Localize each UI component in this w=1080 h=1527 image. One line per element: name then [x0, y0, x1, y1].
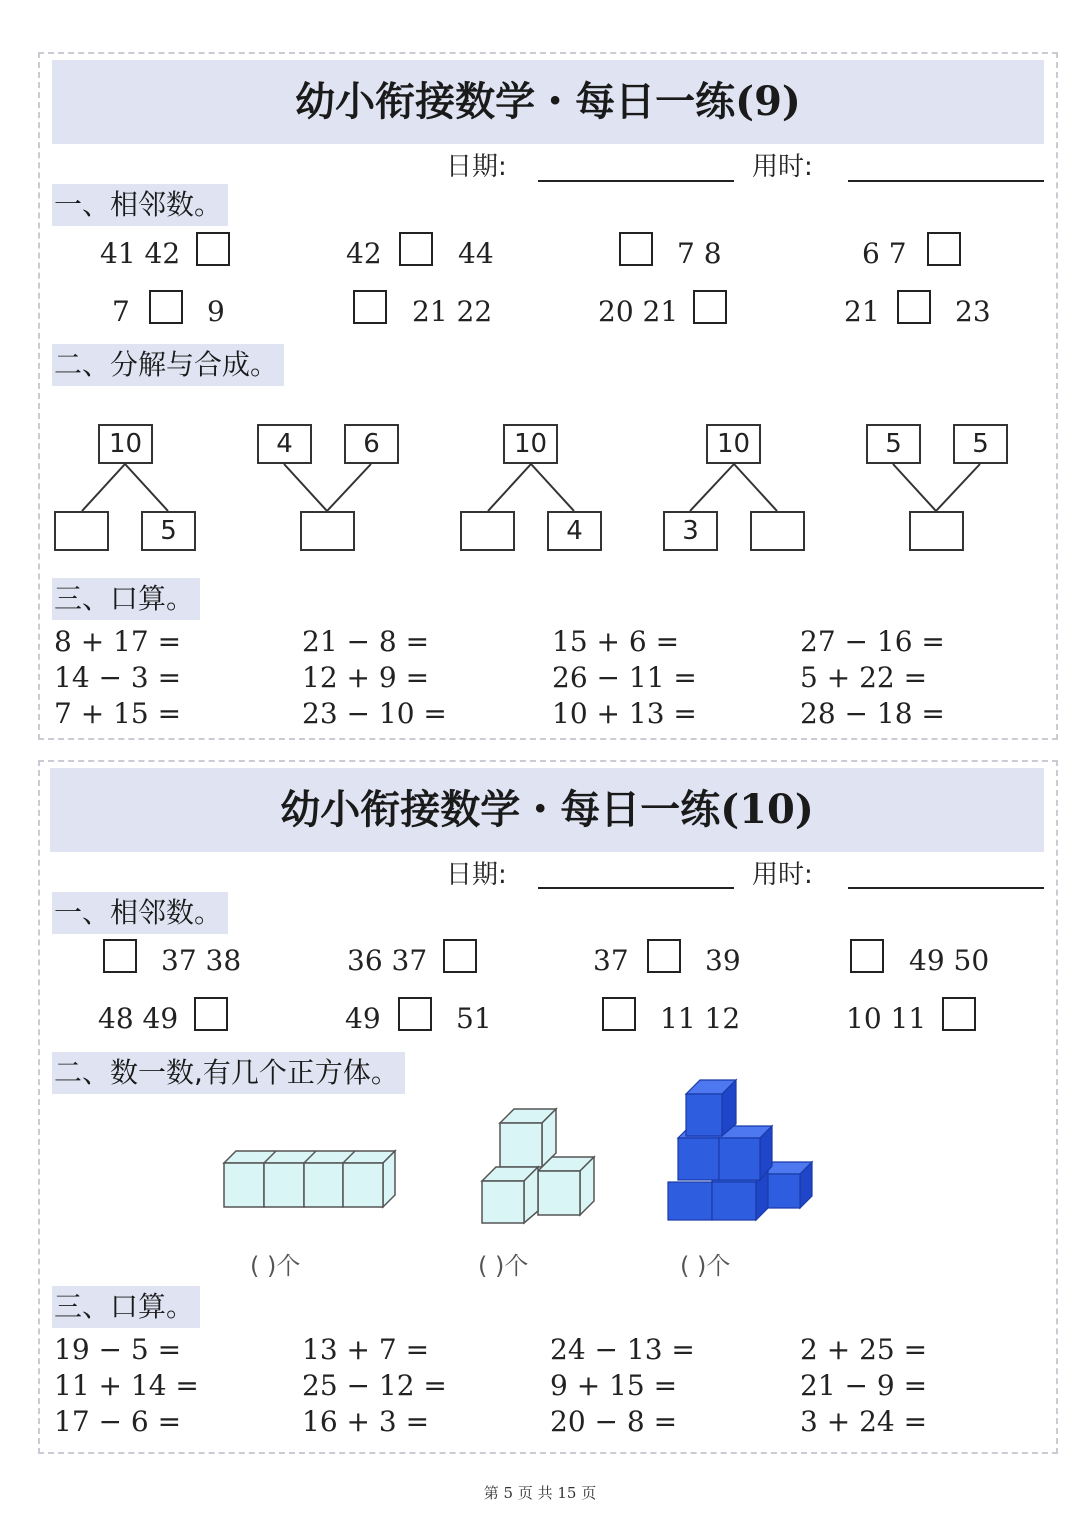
oral-equation: 7 + 15 = [54, 697, 182, 730]
decomposition-top-box: 5 [953, 424, 1008, 464]
oral-equation: 8 + 17 = [54, 625, 182, 658]
oral-equation: 24 − 13 = [550, 1333, 695, 1366]
section-heading-oral-calc: 三、口算。 [52, 1286, 200, 1328]
number: 21 [844, 295, 880, 328]
oral-equation: 16 + 3 = [302, 1405, 430, 1438]
cube-l-figure [478, 1105, 600, 1227]
decomposition-answer-box[interactable] [460, 511, 515, 551]
number-pair: 36 37 [347, 944, 428, 977]
oral-equation: 20 − 8 = [550, 1405, 678, 1438]
number-pair: 6 7 [862, 237, 907, 270]
oral-equation: 2 + 25 = [800, 1333, 928, 1366]
cube-stack-figure [664, 1076, 814, 1224]
number-pair: 7 8 [677, 237, 722, 270]
number-pair: 20 21 [598, 295, 679, 328]
decomposition-top-box: 10 [98, 424, 153, 464]
decomposition-top-box: 10 [503, 424, 558, 464]
answer-box[interactable] [942, 997, 976, 1031]
oral-equation: 14 − 3 = [54, 661, 182, 694]
answer-box[interactable] [647, 939, 681, 973]
oral-equation: 10 + 13 = [552, 697, 697, 730]
decomposition-top-box: 4 [257, 424, 312, 464]
number-pair: 37 38 [161, 944, 242, 977]
decomposition-answer-box[interactable] [300, 511, 355, 551]
number-pair: 21 22 [412, 295, 493, 328]
oral-equation: 12 + 9 = [302, 661, 430, 694]
answer-box[interactable] [850, 939, 884, 973]
number: 23 [955, 295, 991, 328]
number-pair: 49 50 [909, 944, 990, 977]
page-footer: 第 5 页 共 15 页 [483, 1484, 597, 1502]
number: 9 [207, 295, 225, 328]
number: 42 [346, 237, 382, 270]
time-blank[interactable] [848, 887, 1044, 889]
answer-box[interactable] [602, 997, 636, 1031]
number: 44 [458, 237, 494, 270]
section-heading-oral-calc: 三、口算。 [52, 578, 200, 620]
decomposition-lines [0, 0, 1080, 600]
worksheet-1-title: 幼小衔接数学・每日一练(9) [52, 60, 1044, 144]
date-label: 日期: [446, 152, 507, 182]
answer-box[interactable] [103, 939, 137, 973]
number: 37 [593, 944, 629, 977]
oral-equation: 15 + 6 = [552, 625, 680, 658]
decomposition-answer-box[interactable] [54, 511, 109, 551]
oral-equation: 3 + 24 = [800, 1405, 928, 1438]
number: 39 [705, 944, 741, 977]
oral-equation: 26 − 11 = [552, 661, 697, 694]
oral-equation: 13 + 7 = [302, 1333, 430, 1366]
decomposition-answer-box[interactable] [750, 511, 805, 551]
cube-row-figure [220, 1145, 400, 1211]
time-label: 用时: [752, 860, 813, 890]
answer-box[interactable] [398, 997, 432, 1031]
oral-equation: 11 + 14 = [54, 1369, 199, 1402]
number-pair: 41 42 [100, 237, 181, 270]
decomposition-answer-box[interactable] [909, 511, 964, 551]
section-heading-adjacent: 一、相邻数。 [52, 184, 228, 226]
oral-equation: 27 − 16 = [800, 625, 945, 658]
oral-equation: 5 + 22 = [800, 661, 928, 694]
decomposition-bottom-box: 3 [663, 511, 718, 551]
number: 51 [456, 1002, 492, 1035]
number: 49 [345, 1002, 381, 1035]
decomposition-bottom-box: 4 [547, 511, 602, 551]
oral-equation: 25 − 12 = [302, 1369, 447, 1402]
decomposition-top-box: 5 [866, 424, 921, 464]
number-pair: 11 12 [660, 1002, 741, 1035]
oral-equation: 9 + 15 = [550, 1369, 678, 1402]
cube-count-answer[interactable]: ( )个 [680, 1252, 731, 1280]
decomposition-top-box: 10 [706, 424, 761, 464]
section-heading-count-cubes: 二、数一数,有几个正方体。 [52, 1052, 405, 1094]
number: 7 [112, 295, 130, 328]
oral-equation: 28 − 18 = [800, 697, 945, 730]
time-label: 用时: [752, 152, 813, 182]
decomposition-bottom-box: 5 [141, 511, 196, 551]
number-pair: 48 49 [98, 1002, 179, 1035]
oral-equation: 23 − 10 = [302, 697, 447, 730]
section-heading-adjacent: 一、相邻数。 [52, 892, 228, 934]
cube-count-answer[interactable]: ( )个 [250, 1252, 301, 1280]
oral-equation: 17 − 6 = [54, 1405, 182, 1438]
worksheet-2-title: 幼小衔接数学・每日一练(10) [50, 768, 1044, 852]
oral-equation: 21 − 8 = [302, 625, 430, 658]
number-pair: 10 11 [846, 1002, 927, 1035]
decomposition-top-box: 6 [344, 424, 399, 464]
date-blank[interactable] [538, 887, 734, 889]
answer-box[interactable] [443, 939, 477, 973]
section-heading-decomposition: 二、分解与合成。 [52, 344, 284, 386]
cube-count-answer[interactable]: ( )个 [478, 1252, 529, 1280]
answer-box[interactable] [194, 997, 228, 1031]
oral-equation: 19 − 5 = [54, 1333, 182, 1366]
oral-equation: 21 − 9 = [800, 1369, 928, 1402]
date-label: 日期: [446, 860, 507, 890]
